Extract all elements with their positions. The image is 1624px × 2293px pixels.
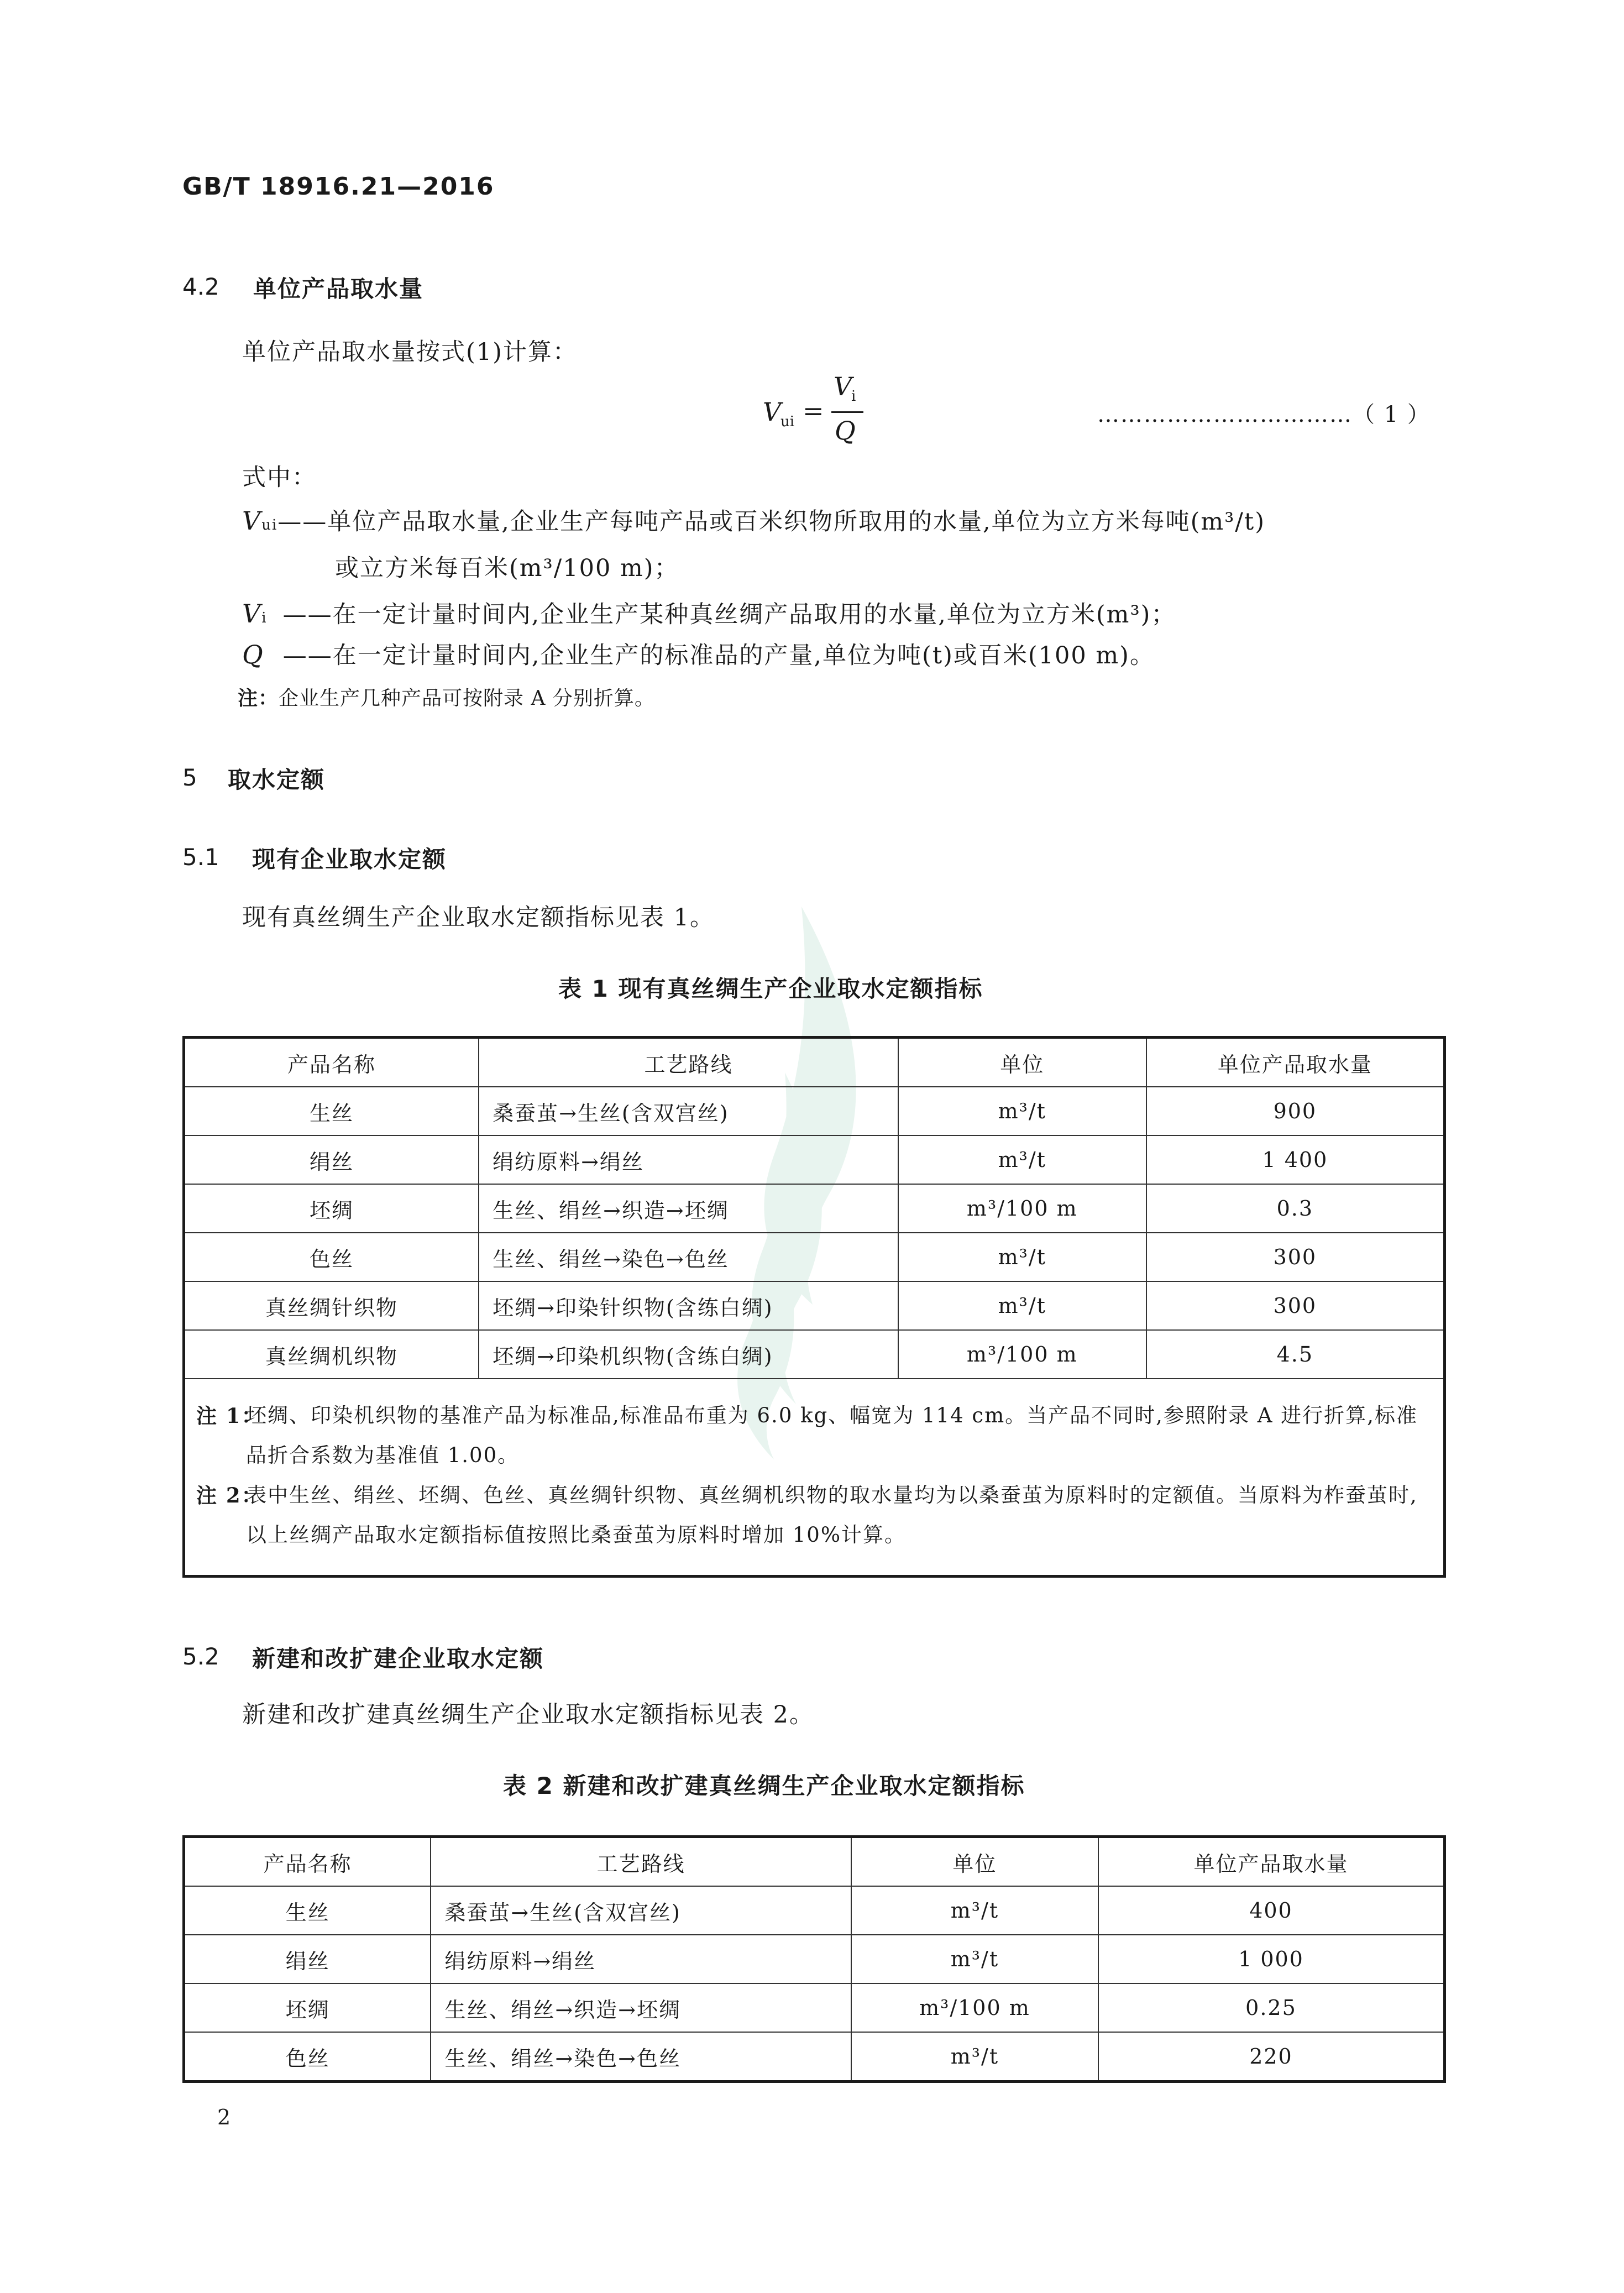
table-cell: 1 000 <box>1098 1935 1445 1983</box>
table-row <box>184 1983 1445 2032</box>
column-header: 工艺路线 <box>479 1038 898 1087</box>
table-cell: 生丝 <box>184 1886 431 1935</box>
table-cell: 1 400 <box>1146 1135 1445 1184</box>
table-cell: 坯绸→印染针织物(含练白绸) <box>479 1281 898 1330</box>
table-cell: m³/t <box>898 1233 1146 1281</box>
table-row <box>184 1087 1445 1135</box>
table-cell: m³/t <box>851 1886 1098 1935</box>
table-cell: m³/t <box>851 2032 1098 2082</box>
table-1-caption: 表 1 现有真丝绸生产企业取水定额指标 <box>558 975 983 1002</box>
column-header: 单位 <box>898 1038 1146 1087</box>
section-5-number: 5 <box>182 764 197 791</box>
column-header: 单位产品取水量 <box>1146 1038 1445 1087</box>
definition-symbol: Q <box>242 640 264 669</box>
table-notes <box>184 1379 1445 1577</box>
table-cell: 900 <box>1146 1087 1445 1135</box>
section-5-1-intro: 现有真丝绸生产企业取水定额指标见表 1。 <box>242 904 715 931</box>
table-note-text: 坯绸、印染机织物的基准产品为标准品,标准品布重为 6.0 kg、幅宽为 114 cm。当产品不同时,参照附录 A 进行折算,标准品折合系数为基准值 1.00。 <box>246 1404 1418 1467</box>
table-note-tag: 注 2： <box>196 1483 263 1507</box>
table-cell: 生丝、绢丝→染色→色丝 <box>479 1233 898 1281</box>
column-header: 单位 <box>851 1837 1098 1887</box>
table-row <box>184 1233 1445 1281</box>
formula-number: （ 1 ） <box>1353 402 1431 427</box>
table-cell: 绢丝 <box>184 1135 479 1184</box>
table-cell: 绢纺原料→绢丝 <box>479 1135 898 1184</box>
section-5-2-intro: 新建和改扩建真丝绸生产企业取水定额指标见表 2。 <box>242 1701 815 1729</box>
table-2-caption: 表 2 新建和改扩建真丝绸生产企业取水定额指标 <box>503 1772 1025 1799</box>
formula-denominator-var: Q <box>835 416 856 446</box>
section-4-2-number: 4.2 <box>182 273 219 300</box>
table-1 <box>182 1036 1446 1578</box>
table-header-row <box>184 1038 1445 1087</box>
formula-lhs-sub: ui <box>780 413 795 430</box>
table-row <box>184 1135 1445 1184</box>
section-5-2-number: 5.2 <box>182 1643 219 1670</box>
table-2 <box>182 1835 1446 2083</box>
definition-subscript: ui <box>261 517 278 533</box>
definition-text: 在一定计量时间内,企业生产某种真丝绸产品取用的水量,单位为立方米(m³)； <box>332 601 1176 629</box>
table-cell: 生丝 <box>184 1087 479 1135</box>
table-cell: 300 <box>1146 1233 1445 1281</box>
definition-row <box>242 503 1265 537</box>
formula-equals: = <box>803 396 824 426</box>
definition-row <box>242 637 1155 671</box>
column-header: 产品名称 <box>184 1038 479 1087</box>
table-cell: 绢纺原料→绢丝 <box>431 1935 851 1983</box>
table-cell: m³/t <box>898 1135 1146 1184</box>
table-cell: 坯绸 <box>184 1184 479 1233</box>
section-5-1-number: 5.1 <box>182 844 219 871</box>
section-4-2-title: 单位产品取水量 <box>253 275 424 302</box>
definition-dash: —— <box>282 642 333 669</box>
table-cell: 绢丝 <box>184 1935 431 1983</box>
column-header: 产品名称 <box>184 1837 431 1887</box>
table-cell: 色丝 <box>184 2032 431 2082</box>
definition-symbol: V <box>242 506 262 536</box>
formula-lhs-var: V <box>763 397 782 427</box>
definition-dash: —— <box>282 601 333 629</box>
table-row <box>184 1935 1445 1983</box>
section-5-2-title: 新建和改扩建企业取水定额 <box>252 1645 544 1672</box>
formula-1 <box>763 371 929 453</box>
table-note-tag: 注 1： <box>196 1404 263 1428</box>
section-4-2-intro: 单位产品取水量按式(1)计算： <box>242 338 578 366</box>
table-cell: 色丝 <box>184 1233 479 1281</box>
table-cell: 400 <box>1098 1886 1445 1935</box>
table-row <box>184 1281 1445 1330</box>
standard-code: GB/T 18916.21—2016 <box>182 172 495 201</box>
definition-text: 在一定计量时间内,企业生产的标准品的产量,单位为吨(t)或百米(100 m)。 <box>332 642 1155 669</box>
table-cell: 300 <box>1146 1281 1445 1330</box>
table-cell: 桑蚕茧→生丝(含双宫丝) <box>431 1886 851 1935</box>
definition-text: 单位产品取水量,企业生产每吨产品或百米织物所取用的水量,单位为立方米每吨(m³/t) <box>327 508 1265 536</box>
page-number: 2 <box>217 2105 231 2129</box>
table-cell: 0.3 <box>1146 1184 1445 1233</box>
table-cell: 真丝绸机织物 <box>184 1330 479 1379</box>
table-cell: 220 <box>1098 2032 1445 2082</box>
table-cell: m³/t <box>898 1281 1146 1330</box>
table-cell: 4.5 <box>1146 1330 1445 1379</box>
table-cell: 坯绸→印染机织物(含练白绸) <box>479 1330 898 1379</box>
formula-numerator-sub: i <box>851 388 856 405</box>
table-notes-row <box>184 1379 1445 1577</box>
table-row <box>184 1184 1445 1233</box>
formula-dots: …………………………… <box>1097 402 1353 427</box>
table-cell: 生丝、绢丝→织造→坯绸 <box>431 1983 851 2032</box>
definition-continuation: 或立方米每百米(m³/100 m)； <box>335 554 679 582</box>
formula-numerator-var: V <box>834 371 852 401</box>
section-5-title: 取水定额 <box>228 766 326 793</box>
table-cell: m³/100 m <box>851 1983 1098 2032</box>
table-header-row <box>184 1837 1445 1887</box>
table-note-text: 表中生丝、绢丝、坯绸、色丝、真丝绸针织物、真丝绸机织物的取水量均为以桑蚕茧为原料时的定额值。当原料为柞蚕茧时,以上丝绸产品取水定额指标值按照比桑蚕茧为原料时增加 10%计算。 <box>246 1483 1418 1547</box>
definition-dash: —— <box>277 508 328 536</box>
formula-leader-dots <box>1097 397 1431 428</box>
section-4-2-note <box>238 683 655 711</box>
table-cell: 生丝、绢丝→织造→坯绸 <box>479 1184 898 1233</box>
note-label: 注： <box>238 687 279 710</box>
table-note <box>196 1475 1430 1555</box>
table-cell: 生丝、绢丝→染色→色丝 <box>431 2032 851 2082</box>
table-note <box>196 1396 1430 1475</box>
definition-subscript: i <box>261 610 268 626</box>
section-5-1-title: 现有企业取水定额 <box>252 846 447 873</box>
column-header: 工艺路线 <box>431 1837 851 1887</box>
table-row <box>184 1886 1445 1935</box>
definition-row <box>242 596 1176 630</box>
table-cell: m³/100 m <box>898 1184 1146 1233</box>
table-cell: m³/100 m <box>898 1330 1146 1379</box>
formula-fraction-bar <box>831 411 863 413</box>
column-header: 单位产品取水量 <box>1098 1837 1445 1887</box>
table-cell: m³/t <box>898 1087 1146 1135</box>
table-cell: 桑蚕茧→生丝(含双宫丝) <box>479 1087 898 1135</box>
table-cell: 真丝绸针织物 <box>184 1281 479 1330</box>
table-cell: 0.25 <box>1098 1983 1445 2032</box>
definition-symbol: V <box>242 599 262 629</box>
table-cell: 坯绸 <box>184 1983 431 2032</box>
table-cell: m³/t <box>851 1935 1098 1983</box>
table-row <box>184 2032 1445 2082</box>
where-label: 式中： <box>242 464 317 491</box>
table-row <box>184 1330 1445 1379</box>
note-text: 企业生产几种产品可按附录 A 分别折算。 <box>279 687 655 710</box>
